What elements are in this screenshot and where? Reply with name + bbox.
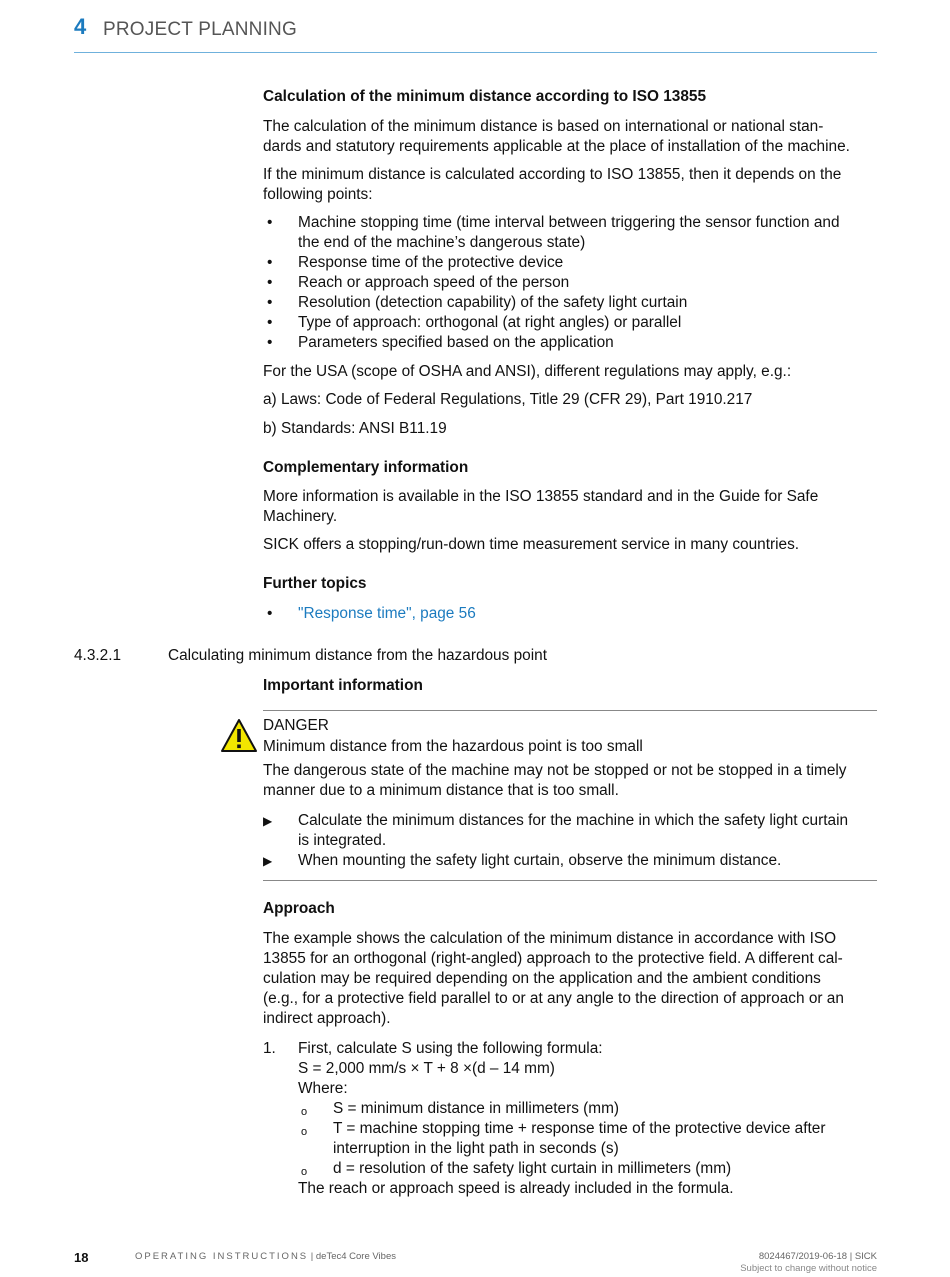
danger-label: DANGER: [263, 717, 329, 734]
text-line: 13855 for an orthogonal (right-angled) approach to the protective field. A different cal-: [263, 950, 843, 967]
danger-paragraph: [263, 761, 877, 801]
list-item: o T = machine stopping time + response time of the protective device after interruption in the light path in seconds (s): [298, 1119, 878, 1159]
list-item: • Reach or approach speed of the person: [263, 273, 877, 293]
danger-subtitle: Minimum distance from the hazardous point is too small: [263, 738, 643, 755]
paragraph-basis: [263, 117, 877, 157]
response-time-link[interactable]: "Response time", page 56: [298, 605, 476, 622]
footer-doc-id: 8024467/2019-06-18 | SICK: [758, 1251, 877, 1262]
formula: S = 2,000 mm/s × T + 8 ×(d – 14 mm): [298, 1060, 555, 1077]
list-item: o d = resolution of the safety light curtain in millimeters (mm): [298, 1159, 878, 1179]
text-line: following points:: [263, 186, 373, 203]
service-note: SICK offers a stopping/run-down time measurement service in many countries.: [263, 536, 800, 553]
text-line: manner due to a minimum distance that is too small.: [263, 782, 619, 799]
text-line: culation may be required depending on the application and the ambient conditions: [263, 970, 821, 987]
text-line: indirect approach).: [263, 1010, 391, 1027]
warning-triangle-icon: [220, 718, 258, 753]
list-item: • Type of approach: orthogonal (at right angles) or parallel: [263, 313, 877, 333]
text-line: More information is available in the ISO 13855 standard and in the Guide for Safe: [263, 488, 819, 505]
chapter-title: PROJECT PLANNING: [103, 19, 297, 40]
complementary-paragraph: [263, 487, 877, 527]
further-topics-heading: Further topics: [263, 575, 367, 592]
list-item: • Parameters specified based on the application: [263, 333, 877, 353]
footer-doc-info: [740, 1251, 877, 1275]
list-item: • Machine stopping time (time interval between triggering the sensor function and the end of the machine’s dangerous state): [263, 213, 877, 253]
standards-reference: b) Standards: ANSI B11.19: [263, 420, 447, 437]
variable-definitions: [298, 1099, 878, 1179]
laws-reference: a) Laws: Code of Federal Regulations, Title 29 (CFR 29), Part 1910.217: [263, 391, 753, 408]
approach-heading: Approach: [263, 900, 335, 917]
list-item: ▶ Calculate the minimum distances for the machine in which the safety light curtain is integrated.: [263, 811, 877, 851]
further-topics-list: [263, 604, 877, 624]
danger-bottom-rule: [263, 880, 877, 881]
step-number: 1.: [263, 1040, 276, 1057]
text-line: The example shows the calculation of the minimum distance in accordance with ISO: [263, 930, 837, 947]
closing-note: The reach or approach speed is already included in the formula.: [298, 1180, 734, 1197]
step-intro: First, calculate S using the following formula:: [298, 1040, 603, 1057]
text-line: Machinery.: [263, 508, 338, 525]
chapter-number: 4: [74, 14, 87, 39]
list-item: o S = minimum distance in millimeters (mm): [298, 1099, 878, 1119]
list-item: • Response time of the protective device: [263, 253, 877, 273]
section-heading-iso13855: Calculation of the minimum distance according to ISO 13855: [263, 88, 707, 105]
text-line: (e.g., for a protective field parallel to or at any angle to the direction of approach or an: [263, 990, 844, 1007]
header-divider: [74, 52, 877, 53]
approach-paragraph: [263, 929, 877, 1029]
danger-top-rule: [263, 710, 877, 711]
important-info-heading: Important information: [263, 677, 423, 694]
footer-notice: Subject to change without notice: [740, 1263, 877, 1274]
text-line: The calculation of the minimum distance is based on international or national stan-: [263, 118, 824, 135]
list-item: • Resolution (detection capability) of the safety light curtain: [263, 293, 877, 313]
subsection-title: Calculating minimum distance from the hazardous point: [168, 647, 547, 664]
text-line: If the minimum distance is calculated according to ISO 13855, then it depends on the: [263, 166, 842, 183]
subsection-number: 4.3.2.1: [74, 647, 122, 664]
text-line: The dangerous state of the machine may not be stopped or not be stopped in a timely: [263, 762, 847, 779]
danger-actions-list: [263, 811, 877, 871]
usa-note: For the USA (scope of OSHA and ANSI), different regulations may apply, e.g.:: [263, 363, 792, 380]
step-body: [298, 1039, 878, 1199]
factors-list: [263, 213, 877, 353]
list-item: [263, 604, 877, 624]
list-item: ▶ When mounting the safety light curtain, observe the minimum distance.: [263, 851, 877, 871]
complementary-heading: Complementary information: [263, 459, 469, 476]
text-line: dards and statutory requirements applicable at the place of installation of the machine.: [263, 138, 850, 155]
footer-document-type: OPERATING INSTRUCTIONS | deTec4 Core Vibes: [135, 1251, 396, 1262]
page-number: 18: [74, 1250, 89, 1265]
paragraph-depends: [263, 165, 877, 205]
where-label: Where:: [298, 1080, 348, 1097]
